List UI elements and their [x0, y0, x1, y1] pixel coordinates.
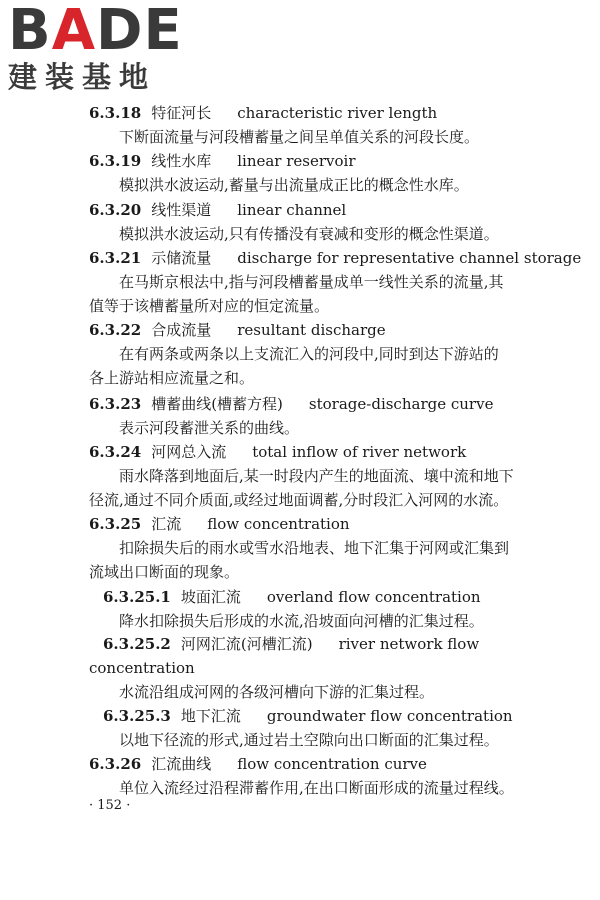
term-heading [89, 200, 346, 220]
definition-line: 扣除损失后的雨水或雪水沿地表、地下汇集于河网或汇集到 [119, 539, 510, 557]
term-english-continued: concentration [89, 659, 195, 677]
term-heading [89, 151, 356, 171]
term-english: flow concentration [207, 515, 350, 533]
logo [8, 0, 183, 94]
definition-line: 单位入流经过沿程滞蓄作用,在出口断面形成的流量过程线。 [119, 779, 514, 797]
logo-wordmark [8, 0, 183, 63]
term-english: river network flow [338, 635, 480, 653]
term-number: 6.3.26 [89, 755, 142, 773]
term-number: 6.3.25.2 [103, 635, 171, 653]
term-number: 6.3.19 [89, 152, 142, 170]
term-english: total inflow of river network [252, 443, 467, 461]
term-chinese: 合成流量 [151, 321, 212, 339]
definition-line: 水流沿组成河网的各级河槽向下游的汇集过程。 [119, 683, 435, 701]
term-number: 6.3.24 [89, 443, 142, 461]
term-english: overland flow concentration [266, 588, 481, 606]
page-number: · 152 · [89, 798, 131, 813]
logo-letter-a: A [51, 0, 97, 63]
term-number: 6.3.25 [89, 515, 142, 533]
term-heading [89, 442, 466, 462]
term-english: discharge for representative channel storage [237, 249, 582, 267]
term-english: groundwater flow concentration [266, 707, 513, 725]
term-heading [89, 754, 427, 774]
term-chinese: 地下汇流 [180, 707, 241, 725]
term-english: characteristic river length [237, 104, 438, 122]
definition-line: 模拟洪水波运动,只有传播没有衰减和变形的概念性渠道。 [119, 225, 499, 243]
term-heading [89, 103, 437, 123]
term-number: 6.3.23 [89, 395, 142, 413]
term-number: 6.3.21 [89, 249, 142, 267]
term-chinese: 河网总入流 [151, 443, 227, 461]
term-number: 6.3.18 [89, 104, 142, 122]
logo-letters-de: DE [96, 0, 183, 63]
term-chinese: 汇流 [151, 515, 182, 533]
term-english: linear reservoir [237, 152, 356, 170]
term-chinese: 坡面汇流 [180, 588, 241, 606]
term-chinese: 河网汇流(河槽汇流) [180, 635, 313, 653]
term-number: 6.3.22 [89, 321, 142, 339]
definition-line: 降水扣除损失后形成的水流,沿坡面向河槽的汇集过程。 [119, 612, 484, 630]
term-chinese: 线性渠道 [151, 201, 212, 219]
term-heading [89, 248, 581, 268]
term-english: resultant discharge [237, 321, 386, 339]
term-heading [103, 634, 479, 654]
term-english: flow concentration curve [237, 755, 427, 773]
term-chinese: 槽蓄曲线(槽蓄方程) [151, 395, 283, 413]
term-chinese: 汇流曲线 [151, 755, 212, 773]
definition-line: 值等于该槽蓄量所对应的恒定流量。 [89, 297, 330, 315]
logo-subtitle: 建装基地 [8, 60, 157, 94]
definition-line: 雨水降落到地面后,某一时段内产生的地面流、壤中流和地下 [119, 467, 514, 485]
term-number: 6.3.25.3 [103, 707, 171, 725]
term-heading [89, 514, 350, 534]
definition-line: 模拟洪水波运动,蓄量与出流量成正比的概念性水库。 [119, 176, 469, 194]
term-english: storage-discharge curve [308, 395, 494, 413]
definition-line: 以地下径流的形式,通过岩土空隙向出口断面的汇集过程。 [119, 731, 499, 749]
term-chinese: 特征河长 [151, 104, 212, 122]
definition-line: 各上游站相应流量之和。 [89, 369, 255, 387]
term-heading [103, 587, 481, 607]
definition-line: 下断面流量与河段槽蓄量之间呈单值关系的河段长度。 [119, 128, 480, 146]
logo-letter-b: B [8, 0, 52, 63]
term-heading [89, 394, 493, 414]
term-number: 6.3.20 [89, 201, 142, 219]
term-heading [103, 706, 513, 726]
definition-line: 流域出口断面的现象。 [89, 563, 240, 581]
definition-line: 径流,通过不同介质面,或经过地面调蓄,分时段汇入河网的水流。 [89, 491, 509, 509]
term-number: 6.3.25.1 [103, 588, 171, 606]
term-chinese: 示储流量 [151, 249, 212, 267]
definition-line: 表示河段蓄泄关系的曲线。 [119, 419, 300, 437]
term-english: linear channel [237, 201, 347, 219]
term-heading [89, 320, 386, 340]
term-chinese: 线性水库 [151, 152, 212, 170]
definition-line: 在马斯京根法中,指与河段槽蓄量成单一线性关系的流量,其 [119, 273, 504, 291]
definition-line: 在有两条或两条以上支流汇入的河段中,同时到达下游站的 [119, 345, 499, 363]
